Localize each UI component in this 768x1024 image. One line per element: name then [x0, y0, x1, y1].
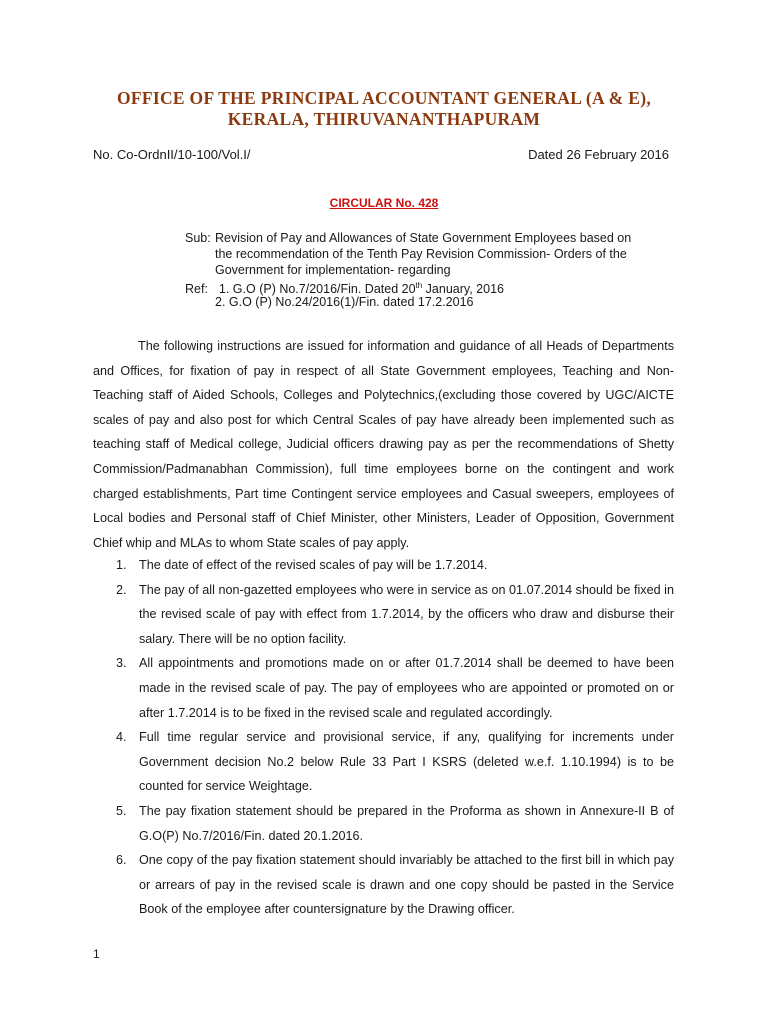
- subject-block: [185, 230, 665, 278]
- list-item-text: The pay fixation statement should be prepared in the Proforma as shown in Annexure-II B of G.O(P) No.7/2016/Fin. dated 20.1.2016.: [139, 803, 674, 843]
- office-title: [60, 88, 708, 130]
- list-item: [93, 799, 674, 848]
- reference-1-sup: th: [415, 281, 423, 290]
- instruction-list: [93, 553, 674, 922]
- reference-number: No. Co-OrdnII/10-100/Vol.I/: [93, 147, 251, 162]
- list-item-text: The date of effect of the revised scales of pay will be 1.7.2014.: [139, 558, 488, 572]
- list-item-number: 6.: [116, 853, 127, 868]
- list-item-text: Full time regular service and provisional service, if any, qualifying for increments under Government decision No.2 below Rule 33 Part I KSRS (deleted w.e.f. 1.10.1994) is to be counted for service Weightage.: [139, 730, 674, 794]
- intro-paragraph: [93, 334, 674, 555]
- intro-paragraph-text: The following instructions are issued for information and guidance of all Heads of Departments and Offices, for fixation of pay in respect of all State Government employees, Teaching and Non-Teaching staff of Aided Schools, Colleges and Polytechnics,(excluding those covered by UGC/AICTE scales of pay and also post for which Central Scales of pay have already been implemented such as teaching staff of Medical college, Judicial officers drawing pay as per the recommendations of Shetty Commission/Padmanabhan Commission), full time employees borne on the contingent and work charged establishments, Part time Contingent service employees and Casual sweepers, employees of Local bodies and Personal staff of Chief Minister, other Ministers, Leader of Opposition, Government Chief whip and MLAs to whom State scales of pay apply.: [93, 339, 674, 550]
- office-title-line2: KERALA, THIRUVANANTHAPURAM: [227, 109, 541, 129]
- page-number: 1: [93, 947, 100, 961]
- date-line: Dated 26 February 2016: [528, 147, 669, 162]
- reference-2: 2. G.O (P) No.24/2016(1)/Fin. dated 17.2.2016: [215, 295, 474, 309]
- list-item-text: The pay of all non-gazetted employees who were in service as on 01.07.2014 should be fixed in the revised scale of pay with effect from 1.7.2014, by the officers who draw and disburse their salary. There will be no option facility.: [139, 582, 674, 646]
- list-item: [93, 651, 674, 725]
- list-item-number: 5.: [116, 803, 127, 818]
- list-item-number: 3.: [116, 656, 127, 671]
- list-item: [93, 725, 674, 799]
- subject-line1: Revision of Pay and Allowances of State Government Employees based on: [215, 231, 632, 245]
- list-item-number: 4.: [116, 730, 127, 745]
- reference-1-prefix: 1. G.O (P) No.7/2016/Fin. Dated 20: [218, 282, 416, 297]
- list-item-text: One copy of the pay fixation statement should invariably be attached to the first bill in which pay or arrears of pay in the revised scale is drawn and one copy should be pasted in the Service Book of the employee after countersignature by the Drawing officer.: [139, 853, 674, 917]
- list-item: [93, 848, 674, 922]
- reference-label: Ref:: [185, 282, 208, 297]
- subject-line2: the recommendation of the Tenth Pay Revision Commission- Orders of the: [215, 247, 627, 261]
- list-item: [93, 578, 674, 652]
- circular-title: CIRCULAR No. 428: [329, 196, 439, 210]
- list-item-text: All appointments and promotions made on or after 01.7.2014 shall be deemed to have been made in the revised scale of pay. The pay of employees who are appointed or promoted on or after 1.7.2014 is to be fixed in the revised scale and regulated accordingly.: [139, 656, 674, 720]
- office-title-line1: OFFICE OF THE PRINCIPAL ACCOUNTANT GENERAL (A & E),: [116, 88, 652, 108]
- reference-1-suffix: January, 2016: [422, 282, 504, 297]
- subject-line3: Government for implementation- regarding: [215, 263, 451, 277]
- list-item-number: 2.: [116, 582, 127, 597]
- subject-label: Sub:: [185, 231, 211, 245]
- list-item-number: 1.: [116, 558, 127, 572]
- list-item: [93, 553, 674, 578]
